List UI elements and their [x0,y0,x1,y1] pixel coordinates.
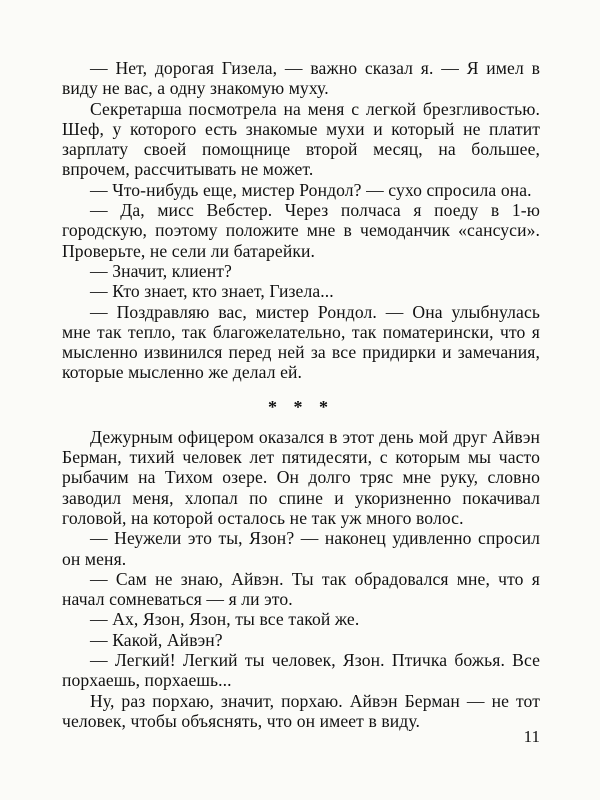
paragraph: — Значит, клиент? [90,260,232,281]
paragraph: — Кто знает, кто знает, Гизела... [90,281,334,302]
paragraph: — Какой, Айвэн? [90,629,223,650]
paragraph: — Нет, дорогая Гизела, — важно сказал я. — Я имел в виду не вас, а одну знакомую муху. [62,58,540,99]
paragraph: Секретарша посмотрела на меня с легкой брезгливостью. Шеф, у которого есть знакомые мухи и который не платит зарплату своей помощнице второй месяц, на большее, впрочем, рассчитывать не может. [62,98,540,180]
paragraph: — Сам не знаю, Айвэн. Ты так обрадовался мне, что я начал сомневаться — я ли это. [62,568,540,610]
main-text [62,58,540,731]
paragraph: — Что-нибудь еще, мистер Рондол? — сухо спросила она. [90,179,532,200]
page-number: 11 [523,727,540,746]
scene-break: * * * [268,396,334,417]
paragraph: — Неужели это ты, Язон? — наконец удивленно спросил он меня. [62,528,540,569]
paragraph: — Легкий! Легкий ты человек, Язон. Птичка божья. Все порхаешь, порхаешь... [62,650,540,691]
paragraph: — Ах, Язон, Язон, ты все такой же. [90,609,360,630]
paragraph: Дежурным офицером оказался в этот день мой друг Айвэн Берман, тихий человек лет пятидесяти, с которым мы часто рыбачим на Тихом озере. Он долго тряс мне руку, словно заводил меня, хлопал по спине и укоризненно покачивал головой, на которой осталось не так уж много волос. [62,426,540,528]
paragraph: Ну, раз порхаю, значит, порхаю. Айвэн Берман — не тот человек, чтобы объяснять, что он имеет в виду. [62,690,540,731]
paragraph: — Поздравляю вас, мистер Рондол. — Она улыбнулась мне так тепло, так благожелательно, так поматерински, что я мысленно извинился перед ней за все придирки и замечания, которые мысленно же делал ей. [62,301,540,383]
paragraph: — Да, мисс Вебстер. Через полчаса я поеду в 1-ю городскую, поэтому положите мне в чемоданчик «сансуси». Проверьте, не сели ли батарейки. [62,200,540,261]
